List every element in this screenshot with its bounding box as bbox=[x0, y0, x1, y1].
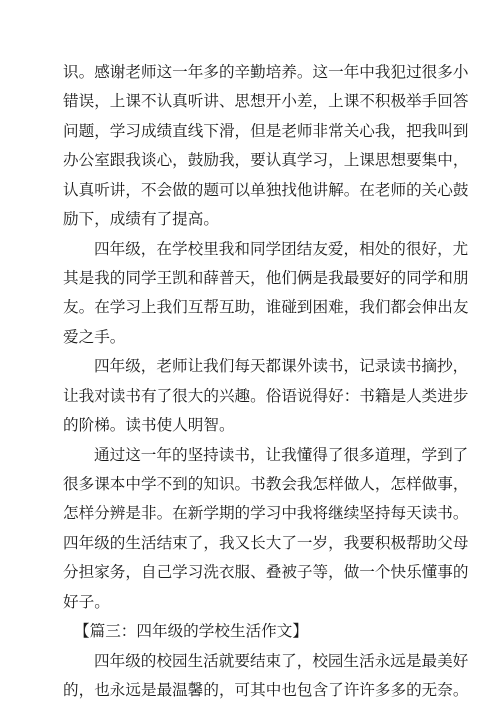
text-line: 错误，上课不认真听讲、思想开小差，上课不积极举手回答 bbox=[63, 92, 469, 110]
text-line: 很多课本中学不到的知识。书教会我怎样做人，怎样做事， bbox=[63, 475, 469, 493]
text-line: 四年级，老师让我们每天都课外读书，记录读书摘抄， bbox=[94, 357, 469, 375]
text-line: 爱之手。 bbox=[63, 328, 126, 346]
text-line: 问题，学习成绩直线下滑，但是老师非常关心我，把我叫到 bbox=[63, 122, 469, 140]
section-heading: 【篇三：四年级的学校生活作文】 bbox=[74, 622, 308, 640]
text-line: 让我对读书有了很大的兴趣。俗语说得好：书籍是人类进步 bbox=[63, 387, 469, 405]
text-line: 好子。 bbox=[63, 593, 110, 611]
text-line: 励下，成绩有了提高。 bbox=[63, 210, 219, 228]
text-line: 的阶梯。读书使人明智。 bbox=[63, 416, 235, 434]
text-line: 通过这一年的坚持读书，让我懂得了很多道理，学到了 bbox=[94, 446, 469, 464]
text-line: 的，也永远是最温馨的，可其中也包含了许许多多的无奈。 bbox=[63, 681, 469, 699]
text-line: 友。在学习上我们互帮互助，谁碰到困难，我们都会伸出友 bbox=[63, 298, 469, 316]
text-line: 怎样分辨是非。在新学期的学习中我将继续坚持每天读书。 bbox=[63, 504, 469, 522]
text-line: 四年级的校园生活就要结束了，校园生活永远是最美好 bbox=[94, 652, 469, 670]
text-line: 四年级，在学校里我和同学团结友爱，相处的很好，尤 bbox=[94, 240, 469, 258]
text-line: 办公室跟我谈心，鼓励我，要认真学习，上课思想要集中， bbox=[63, 151, 469, 169]
text-line: 四年级的生活结束了，我又长大了一岁，我要积极帮助父母 bbox=[63, 534, 469, 552]
text-line: 识。感谢老师这一年多的辛勤培养。这一年中我犯过很多小 bbox=[63, 63, 469, 81]
text-line: 其是我的同学王凯和薛普天，他们俩是我最要好的同学和朋 bbox=[63, 269, 469, 287]
text-line: 分担家务，自己学习洗衣服、叠被子等，做一个快乐懂事的 bbox=[63, 563, 469, 581]
text-line: 认真听讲，不会做的题可以单独找他讲解。在老师的关心鼓 bbox=[63, 181, 469, 199]
